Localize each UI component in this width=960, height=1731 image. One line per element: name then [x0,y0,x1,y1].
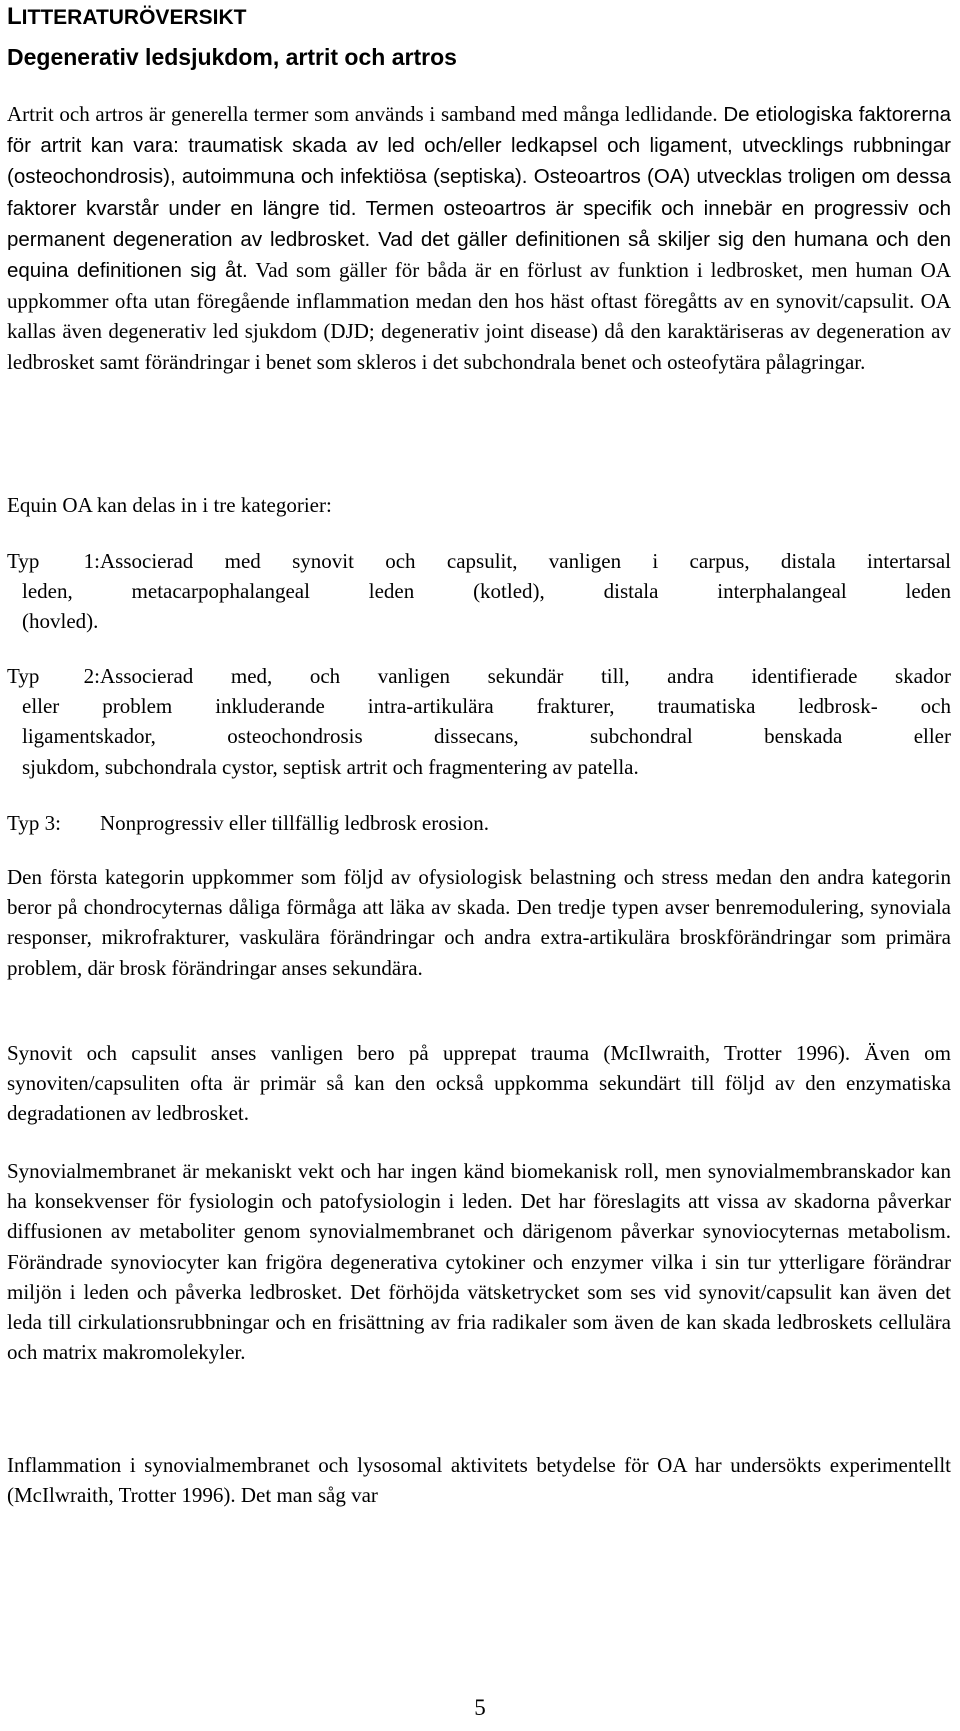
category-typ-3-label: Typ 3: [7,811,61,835]
category-typ-3-line-1: Typ 3: Nonprogressiv eller tillfällig ledbrosk erosion. [7,808,951,838]
paragraph-intro-sans: De etiologiska faktorerna för artrit kan vara: traumatisk skada av led och/eller ledkapsel och ligament, utvecklings rubbningar (osteochondrosis), autoimmuna och infektiösa (septiska). Osteoartros (OA) utvecklas troligen om dessa faktorer kvarstår under en längre tid. Termen osteoartros är specifik och innebär en progressiv och permanent degeneration av ledbrosket. Vad det gäller definitionen så skiljer sig den humana och den equina definitionen sig åt. [7,103,952,283]
paragraph-inflammation: Inflammation i synovialmembranet och lysosomal aktivitets betydelse för OA har undersökts experimentellt (McIlwraith, Trotter 1996). Det man såg var [7,1453,951,1508]
category-typ-2-label: Typ 2: [7,664,100,688]
section-heading-rest: ITTERATURÖVERSIKT [21,6,247,29]
category-typ-2-line-2: eller problem inkluderande intra-artikulära frakturer, traumatiska ledbrosk- och [22,694,951,719]
category-typ-3 [7,808,951,838]
category-typ-2-line-3: ligamentskador, osteochondrosis dissecans, subchondral benskada eller [22,724,951,749]
paragraph-intro-rest: Vad som gäller för båda är en förlust av funktion i ledbrosket, men human OA uppkommer ofta utan föregående inflammation medan den hos häst oftast föregåtts av en synovit/capsulit. OA kallas även degenerativ led sjukdom (DJD; degenerativ joint disease) då den karaktäriseras av degeneration av ledbrosket samt förändringar i benet som skleros i det subchondrala benet och osteofytära pålagringar. [7,258,951,374]
category-typ-1-line-2: leden, metacarpophalangeal leden (kotled), distala interphalangeal leden [22,579,951,604]
category-typ-1-line-1: Typ 1:Associerad med synovit och capsulit, vanligen i carpus, distala intertarsal [7,546,951,576]
paragraph-intro [7,99,951,377]
section-heading [7,3,246,32]
subsection-heading: Degenerativ ledsjukdom, artrit och artros [7,44,457,70]
paragraph-category-explanation: Den första kategorin uppkommer som följd av ofysiologisk belastning och stress medan den andra kategorin beror på chondrocyternas dåliga förmåga att läka av skada. Den tredje typen avser benremodulering, synoviala responser, mikrofrakturer, vaskulära förändringar och andra extra-artikulära broskförändringar som primära problem, där brosk förändringar anses sekundära. [7,865,951,980]
paragraph-categories-intro: Equin OA kan delas in i tre kategorier: [7,493,332,517]
paragraph-synovit-capsulit: Synovit och capsulit anses vanligen bero på upprepat trauma (McIlwraith, Trotter 1996). Även om synoviten/capsuliten ofta är primär så kan den också uppkomma sekundärt till följd av den enzymatiska degradationen av ledbrosket. [7,1041,951,1126]
page-number: 5 [474,1695,486,1720]
category-typ-1-label: Typ 1: [7,549,100,573]
category-typ-1-line-3: (hovled). [22,609,99,634]
category-typ-2 [7,661,951,782]
category-typ-2-line-4: sjukdom, subchondrala cystor, septisk artrit och fragmentering av patella. [22,754,639,779]
section-heading-initial: L [7,3,22,30]
paragraph-synovialmembran: Synovialmembranet är mekaniskt vekt och har ingen känd biomekanisk roll, men synovialmembranskador kan ha konsekvenser för fysiologin och patofysiologin i leden. Det har föreslagits att vissa av skadorna påverkar diffusionen av metaboliter genom synovialmembranet och därigenom påverkar synoviocyternas metabolism. Förändrade synoviocyter kan frigöra degenerativa cytokiner och enzymer vilka i sin tur ytterligare förändrar miljön i leden och påverka ledbrosket. Det förhöjda vätsketrycket som ses vid synovit/capsulit kan även det leda till cirkulationsrubbningar och en frisättning av fria radikaler som även de kan skada ledbroskets cellulära och matrix makromolekyler. [7,1159,951,1365]
category-typ-2-line-1: Typ 2:Associerad med, och vanligen sekundär till, andra identifierade skador [7,661,951,691]
paragraph-intro-serif: Artrit och artros är generella termer som används i samband med många ledlidande. [7,102,718,126]
category-typ-1 [7,546,951,637]
